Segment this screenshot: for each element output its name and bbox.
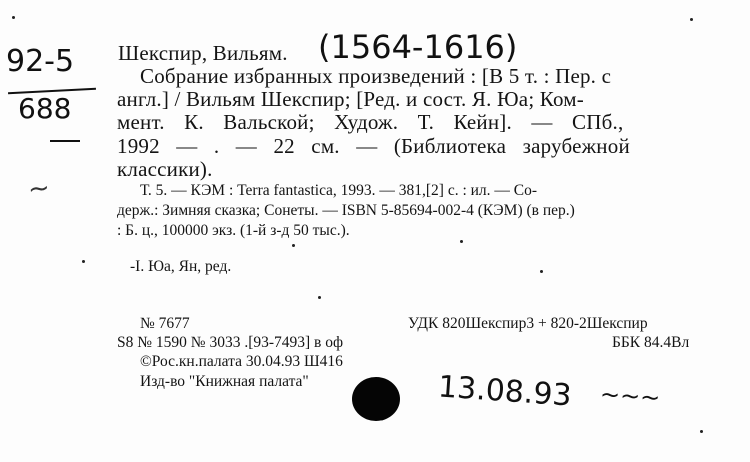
description-line-5: классики).: [117, 157, 213, 181]
handwritten-date: 13.08.93: [436, 369, 573, 414]
bbk-code: ББК 84.4Вл: [612, 334, 690, 351]
scan-speck: [318, 296, 321, 299]
author-years-handwritten: (1564-1616): [318, 28, 518, 66]
scan-speck: [690, 18, 693, 21]
handwritten-initials: ~~~: [599, 379, 662, 413]
volume-line-3: : Б. ц., 100000 экз. (1-й з-д 50 тыс.).: [117, 222, 350, 239]
shelf-mark-top: 92-5: [6, 44, 75, 79]
description-line-1: Собрание избранных произведений : [В 5 т. : Пер. с: [140, 64, 612, 88]
shelf-mark-bottom: 688: [18, 92, 72, 125]
publisher-line: Изд-во "Книжная палата": [140, 373, 309, 390]
order-line: S8 № 1590 № 3033 .[93-7493] в оф: [117, 334, 344, 351]
scan-speck: [540, 270, 543, 273]
volume-line-2: держ.: Зимняя сказка; Сонеты. — ISBN 5-85694-002-4 (КЭМ) (в пер.): [117, 202, 575, 219]
scan-speck: [292, 244, 295, 247]
card-number: № 7677: [140, 315, 190, 332]
book-chamber-line: ©Рос.кн.палата 30.04.93 Ш416: [140, 353, 343, 370]
description-line-3: мент. К. Вальской; Худож. Т. Кейн]. — СПб.,: [117, 110, 624, 134]
description-line-4: 1992 — . — 22 см. — (Библиотека зарубежной: [117, 134, 630, 158]
margin-scribble: ~: [26, 172, 52, 206]
scan-speck: [82, 260, 85, 263]
scan-speck: [700, 430, 703, 433]
description-line-2: англ.] / Вильям Шекспир; [Ред. и сост. Я. Юа; Ком-: [117, 87, 584, 111]
scan-speck: [460, 240, 463, 243]
added-entry: -I. Юа, Ян, ред.: [130, 258, 232, 275]
udk-code: УДК 820Шекспир3 + 820-2Шекспир: [408, 315, 648, 332]
scan-speck: [12, 16, 15, 19]
ink-blot: [352, 377, 400, 421]
volume-line-1: Т. 5. — КЭМ : Terra fantastica, 1993. — 381,[2] с. : ил. — Со-: [140, 182, 538, 199]
margin-dash: [50, 140, 80, 142]
author-heading: Шекспир, Вильям.: [118, 41, 288, 65]
